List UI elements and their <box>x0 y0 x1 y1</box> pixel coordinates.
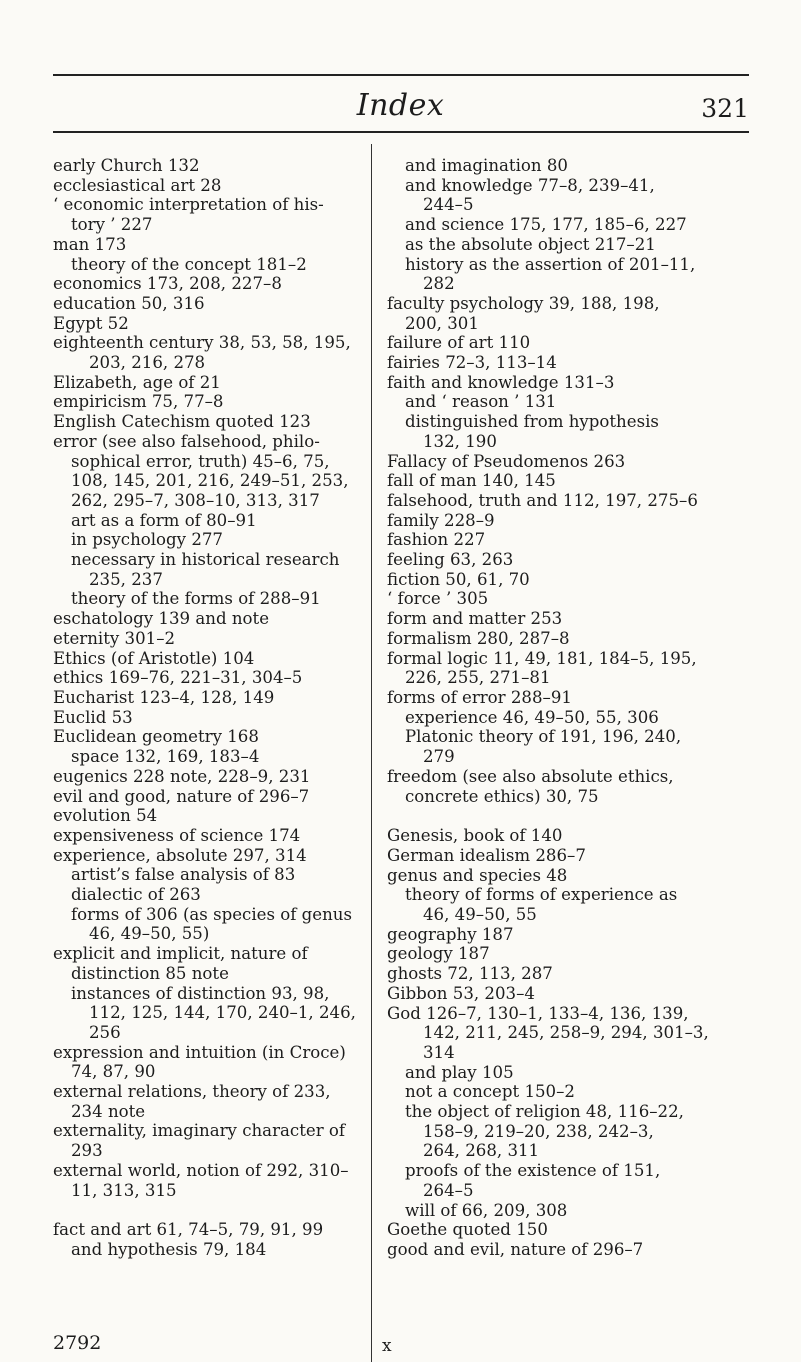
index-entry: Egypt 52 <box>53 313 129 333</box>
header-rule-bottom <box>53 131 749 133</box>
index-entry: family 228–9 <box>387 510 495 530</box>
index-subentry: and hypothesis 79, 184 <box>71 1239 267 1259</box>
index-subentry: in psychology 277 <box>71 530 223 550</box>
index-subentry: 282 <box>423 274 455 294</box>
index-subentry: Platonic theory of 191, 196, 240, <box>405 727 682 747</box>
index-entry: faculty psychology 39, 188, 198, <box>387 293 660 313</box>
index-subentry: 108, 145, 201, 216, 249–51, 253, <box>71 471 349 491</box>
index-entry: expensiveness of science 174 <box>53 825 301 845</box>
index-subentry: 293 <box>71 1141 103 1161</box>
index-entry: eighteenth century 38, 53, 58, 195, <box>53 333 351 353</box>
index-entry: man 173 <box>53 234 127 254</box>
header-rule-top <box>53 74 749 76</box>
index-subentry: and knowledge 77–8, 239–41, <box>405 175 655 195</box>
index-entry: genus and species 48 <box>387 865 568 885</box>
index-subentry: necessary in historical research <box>71 550 340 570</box>
index-entry: empiricism 75, 77–8 <box>53 392 224 412</box>
index-subentry: 314 <box>423 1042 455 1062</box>
index-subentry: and imagination 80 <box>405 156 568 175</box>
index-subentry: 200, 301 <box>405 313 479 333</box>
index-subentry: 46, 49–50, 55 <box>423 905 537 925</box>
index-entry: eugenics 228 note, 228–9, 231 <box>53 766 311 786</box>
index-entry: feeling 63, 263 <box>387 550 514 570</box>
index-entry: education 50, 316 <box>53 293 205 313</box>
page-number: 321 <box>701 94 749 123</box>
index-subentry: distinction 85 note <box>71 963 229 983</box>
index-entry: external world, notion of 292, 310– <box>53 1160 349 1180</box>
gathering-signature: x <box>382 1336 392 1356</box>
index-entry: experience, absolute 297, 314 <box>53 845 307 865</box>
index-entry: fiction 50, 61, 70 <box>387 569 530 589</box>
index-subentry: the object of religion 48, 116–22, <box>405 1102 684 1122</box>
index-subentry: 142, 211, 245, 258–9, 294, 301–3, <box>423 1023 709 1043</box>
index-entry: falsehood, truth and 112, 197, 275–6 <box>387 490 698 510</box>
index-entry: error (see also falsehood, philo- <box>53 431 320 451</box>
index-subentry: 226, 255, 271–81 <box>405 668 551 688</box>
index-subentry: 11, 313, 315 <box>71 1180 177 1200</box>
index-entry: Euclid 53 <box>53 707 133 727</box>
index-subentry: will of 66, 209, 308 <box>405 1200 568 1220</box>
index-entry: formalism 280, 287–8 <box>387 628 570 648</box>
index-entry: eschatology 139 and note <box>53 609 270 629</box>
index-entry: fairies 72–3, 113–14 <box>387 353 557 373</box>
index-entry: economics 173, 208, 227–8 <box>53 274 282 294</box>
index-entry: geology 187 <box>387 944 490 964</box>
index-subentry: 262, 295–7, 308–10, 313, 317 <box>71 490 320 510</box>
index-column-left <box>53 156 383 1260</box>
index-entry: ethics 169–76, 221–31, 304–5 <box>53 668 303 688</box>
index-subentry: as the absolute object 217–21 <box>405 234 656 254</box>
index-entry: Goethe quoted 150 <box>387 1220 548 1240</box>
printer-signature-code: 2792 <box>53 1332 102 1354</box>
index-subentry: 256 <box>89 1022 121 1042</box>
index-subentry: distinguished from hypothesis <box>405 412 659 432</box>
page-title: Index <box>356 88 445 123</box>
index-entry: Fallacy of Pseudomenos 263 <box>387 451 626 471</box>
index-subentry: history as the assertion of 201–11, <box>405 254 696 274</box>
index-entry: ghosts 72, 113, 287 <box>387 964 553 984</box>
index-entry: Gibbon 53, 203–4 <box>387 983 535 1003</box>
index-subentry: experience 46, 49–50, 55, 306 <box>405 707 659 727</box>
index-entry: explicit and implicit, nature of <box>53 944 308 964</box>
index-subentry: dialectic of 263 <box>71 885 201 905</box>
index-subentry: 203, 216, 278 <box>89 353 206 373</box>
index-entry: failure of art 110 <box>387 333 531 353</box>
index-subentry: 235, 237 <box>89 569 163 589</box>
index-entry: fall of man 140, 145 <box>387 471 556 491</box>
index-subentry: theory of forms of experience as <box>405 885 678 905</box>
index-subentry: and ‘ reason ’ 131 <box>405 392 557 412</box>
index-entry: expression and intuition (in Croce) <box>53 1042 346 1062</box>
index-entry: fact and art 61, 74–5, 79, 91, 99 <box>53 1220 324 1240</box>
section-gap <box>53 1200 383 1220</box>
index-entry: Ethics (of Aristotle) 104 <box>53 648 255 668</box>
index-entry: ‘ economic interpretation of his- <box>53 195 324 215</box>
index-subentry: 234 note <box>71 1101 146 1121</box>
index-subentry: concrete ethics) 30, 75 <box>405 786 599 806</box>
index-entry: English Catechism quoted 123 <box>53 412 311 432</box>
index-subentry: forms of 306 (as species of genus <box>71 904 353 924</box>
index-subentry: 244–5 <box>423 195 474 215</box>
index-entry: externality, imaginary character of <box>53 1121 346 1141</box>
index-entry: Euclidean geometry 168 <box>53 727 259 747</box>
index-entry: eternity 301–2 <box>53 628 176 648</box>
index-subentry: and science 175, 177, 185–6, 227 <box>405 215 687 235</box>
column-divider <box>371 144 372 1362</box>
index-entry: external relations, theory of 233, <box>53 1082 331 1102</box>
index-entry: God 126–7, 130–1, 133–4, 136, 139, <box>387 1003 689 1023</box>
index-subentry: 279 <box>423 747 455 767</box>
index-subentry: theory of the forms of 288–91 <box>71 589 321 609</box>
index-subentry: 112, 125, 144, 170, 240–1, 246, <box>89 1003 356 1023</box>
index-subentry: 132, 190 <box>423 431 497 451</box>
index-subentry: 264, 268, 311 <box>423 1141 540 1161</box>
index-subentry: theory of the concept 181–2 <box>71 254 307 274</box>
index-entry: good and evil, nature of 296–7 <box>387 1239 644 1259</box>
index-entry: Genesis, book of 140 <box>387 826 563 846</box>
index-entry: forms of error 288–91 <box>387 687 572 707</box>
index-entry: evolution 54 <box>53 806 158 826</box>
index-entry: freedom (see also absolute ethics, <box>387 766 674 786</box>
index-entry: German idealism 286–7 <box>387 845 586 865</box>
index-entry: faith and knowledge 131–3 <box>387 372 615 392</box>
index-column-right <box>387 156 747 1260</box>
index-entry: form and matter 253 <box>387 609 563 629</box>
index-subentry: art as a form of 80–91 <box>71 510 257 530</box>
index-subentry: artist’s false analysis of 83 <box>71 865 296 885</box>
index-entry: geography 187 <box>387 924 514 944</box>
index-subentry: proofs of the existence of 151, <box>405 1161 661 1181</box>
index-subentry: space 132, 169, 183–4 <box>71 747 260 767</box>
index-subentry: sophical error, truth) 45–6, 75, <box>71 451 330 471</box>
index-subentry: tory ’ 227 <box>71 215 153 235</box>
index-subentry: not a concept 150–2 <box>405 1082 575 1102</box>
index-subentry: 74, 87, 90 <box>71 1062 156 1082</box>
index-entry: Elizabeth, age of 21 <box>53 372 221 392</box>
index-entry: formal logic 11, 49, 181, 184–5, 195, <box>387 648 697 668</box>
index-entry: fashion 227 <box>387 530 486 550</box>
index-entry: early Church 132 <box>53 156 200 175</box>
index-subentry: 158–9, 219–20, 238, 242–3, <box>423 1121 654 1141</box>
index-subentry: 264–5 <box>423 1180 474 1200</box>
index-entry: ‘ force ’ 305 <box>387 589 489 609</box>
index-entry: ecclesiastical art 28 <box>53 175 222 195</box>
index-subentry: instances of distinction 93, 98, <box>71 983 330 1003</box>
index-entry: evil and good, nature of 296–7 <box>53 786 310 806</box>
index-subentry: and play 105 <box>405 1062 514 1082</box>
index-entry: Eucharist 123–4, 128, 149 <box>53 687 275 707</box>
index-subentry: 46, 49–50, 55) <box>89 924 210 944</box>
section-gap <box>387 806 747 826</box>
